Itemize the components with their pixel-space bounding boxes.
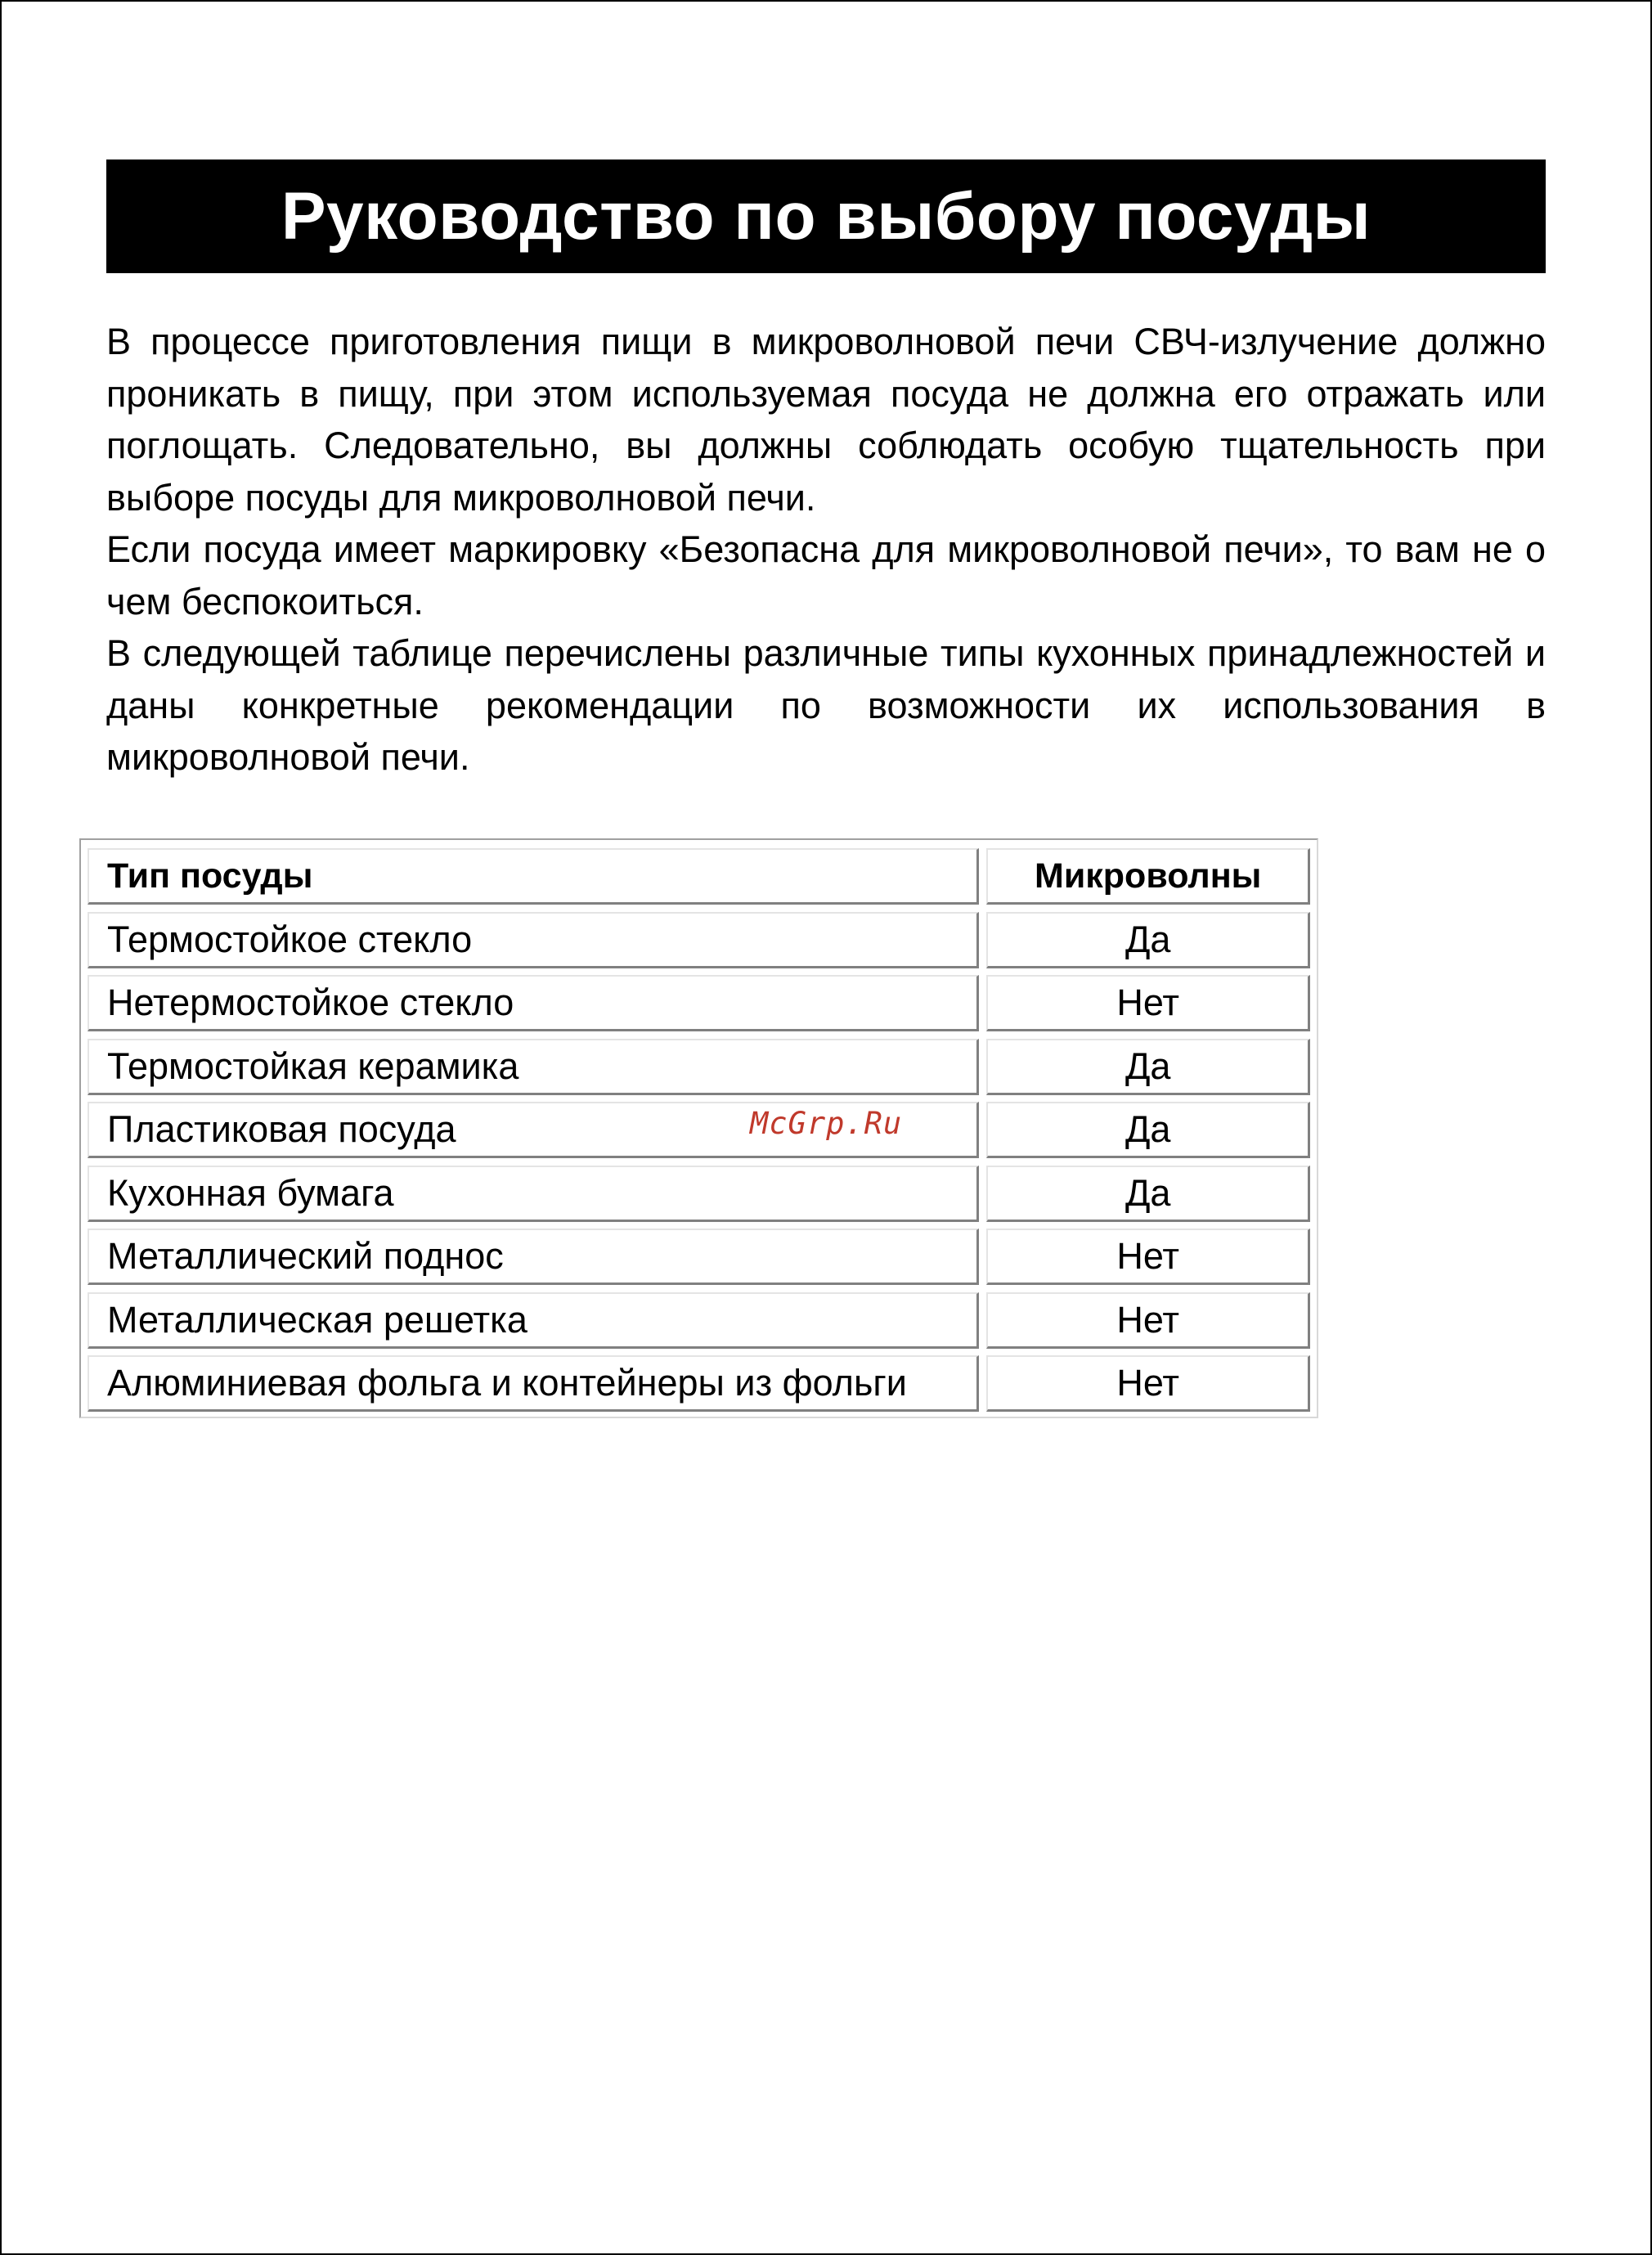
table-row: [88, 1292, 1310, 1349]
table-row: [88, 1102, 1310, 1158]
header-cookware-type: Тип посуды: [88, 848, 979, 905]
header-microwave: Микроволны: [986, 848, 1310, 905]
cookware-type-cell: Термостойкая керамика: [88, 1039, 979, 1095]
intro-paragraph: В процессе приготовления пищи в микроволновой печи СВЧ-излучение должно проникать в пищу, при этом используемая посуда не должна его отражать или поглощать. Следовательно, вы должны соблюдать особую тщательность при выборе посуды для микроволновой печи.: [106, 321, 1546, 519]
cookware-type-cell: Термостойкое стекло: [88, 912, 979, 968]
microwave-safe-cell: Нет: [986, 1355, 1310, 1412]
cookware-table: [79, 838, 1318, 1418]
table-row: [88, 1166, 1310, 1222]
table-row: [88, 912, 1310, 968]
microwave-safe-cell: Да: [986, 1102, 1310, 1158]
watermark: McGrp.Ru: [750, 1106, 903, 1141]
table-header-row: [88, 848, 1310, 905]
intro-paragraph: В следующей таблице перечислены различные типы кухонных принадлежностей и даны конкретные рекомендации по возможности их использования в микроволновой печи.: [106, 632, 1546, 778]
cookware-type-cell: Кухонная бумага: [88, 1166, 979, 1222]
page-title: Руководство по выбору посуды: [106, 159, 1546, 273]
microwave-safe-cell: Да: [986, 1039, 1310, 1095]
microwave-safe-cell: Нет: [986, 975, 1310, 1031]
cookware-type-cell: Металлическая решетка: [88, 1292, 979, 1349]
table-row: [88, 975, 1310, 1031]
cookware-type-cell: Пластиковая посуда: [88, 1102, 979, 1158]
intro-paragraph: Если посуда имеет маркировку «Безопасна для микроволновой печи», то вам не о чем беспокоиться.: [106, 528, 1546, 622]
table-row: [88, 1039, 1310, 1095]
intro-text: [106, 316, 1546, 784]
cookware-type-cell: Алюминиевая фольга и контейнеры из фольги: [88, 1355, 979, 1412]
microwave-safe-cell: Нет: [986, 1292, 1310, 1349]
cookware-type-cell: Металлический поднос: [88, 1229, 979, 1285]
cookware-type-cell: Нетермостойкое стекло: [88, 975, 979, 1031]
microwave-safe-cell: Да: [986, 1166, 1310, 1222]
microwave-safe-cell: Нет: [986, 1229, 1310, 1285]
table-row: [88, 1229, 1310, 1285]
table-row: [88, 1355, 1310, 1412]
microwave-safe-cell: Да: [986, 912, 1310, 968]
